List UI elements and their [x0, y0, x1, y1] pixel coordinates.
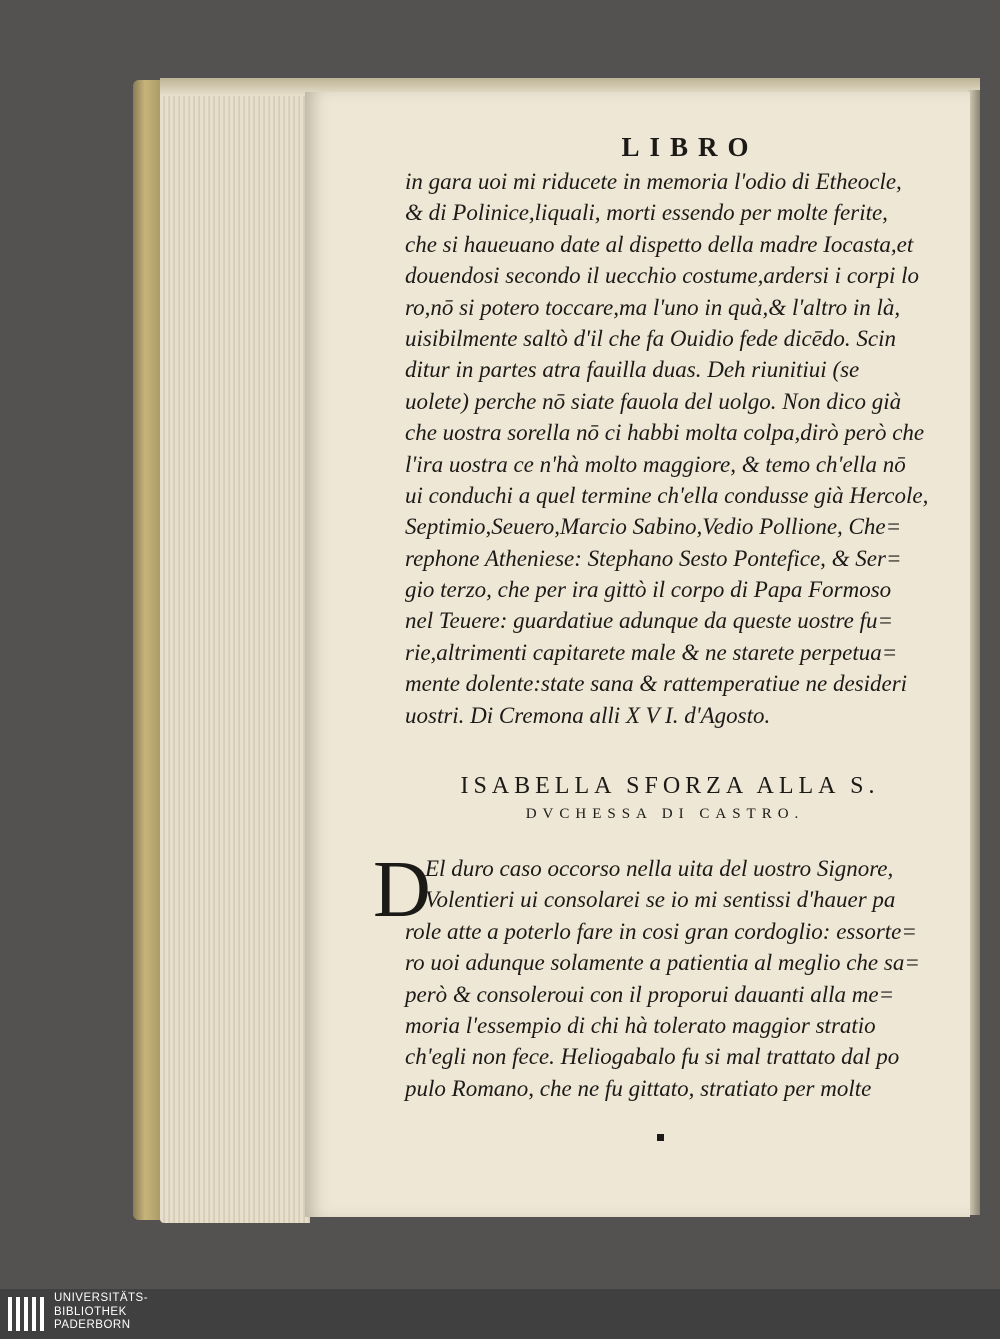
text-line: ui conduchi a quel termine ch'ella condusse già Hercole, [405, 482, 929, 508]
logo-line: BIBLIOTHEK [54, 1305, 127, 1318]
letter-heading: ISABELLA SFORZA ALLA S. [460, 773, 880, 800]
text-line: però & consoleroui con il proporui dauanti alla me= [405, 981, 895, 1007]
book-page [305, 92, 970, 1217]
text-line: ro uoi adunque solamente a patientia al meglio che sa= [405, 950, 920, 976]
letter-continuation [405, 166, 945, 731]
text-line: role atte a poterlo fare in cosi gran cordoglio: essorte= [405, 918, 917, 944]
logo-line: PADERBORN [54, 1319, 131, 1331]
library-footer-bar [0, 1289, 1000, 1339]
text-line: uostri. Di Cremona alli X V I. d'Agosto. [405, 702, 771, 728]
text-line: Volentieri ui consolarei se io mi sentissi d'hauer pa [425, 887, 896, 913]
text-line: El duro caso occorso nella uita del uostro Signore, [425, 856, 894, 882]
text-line: uisibilmente saltò d'il che fa Ouidio fede dicēdo. Scin [405, 325, 897, 351]
drop-cap-initial: D [373, 846, 431, 935]
letter-body [373, 846, 945, 1104]
text-line: rie,altrimenti capitarete male & ne starete perpetua= [405, 639, 898, 665]
text-line: pulo Romano, che ne fu gittato, stratiato per molte [405, 1075, 872, 1101]
text-line: che si haueuano date al dispetto della madre Iocasta,et [405, 231, 914, 257]
text-line: l'ira uostra ce n'hà molto maggiore, & temo ch'ella nō [405, 451, 906, 477]
text-line: & di Polinice,liquali, morti essendo per molte ferite, [405, 200, 888, 226]
letter-subheading: DVCHESSA DI CASTRO. [525, 806, 805, 823]
text-line: rephone Atheniese: Stephano Sesto Pontefice, & Ser= [405, 545, 902, 571]
text-line: moria l'essempio di chi hà tolerato maggior stratio [405, 1012, 876, 1038]
text-line: che uostra sorella nō ci habbi molta colpa,dirò però che [405, 420, 925, 446]
text-line: uolete) perche nō siate fauola del uolgo. Non dico già [405, 388, 902, 414]
book-spine [133, 80, 163, 1220]
text-line: nel Teuere: guardatiue adunque da queste uostre fu= [405, 608, 894, 634]
text-line: ch'egli non fece. Heliogabalo fu si mal trattato dal po [405, 1044, 900, 1070]
running-head: LIBRO [621, 132, 759, 162]
page-text-block [373, 132, 945, 1104]
text-line: mente dolente:state sana & rattemperatiue ne desideri [405, 671, 908, 697]
text-line: ro,nō si potero toccare,ma l'uno in quà,& l'altro in là, [405, 294, 901, 320]
logo-line: UNIVERSITÄTS- [54, 1292, 149, 1304]
text-line: gio terzo, che per ira gittò il corpo di Papa Formoso [405, 577, 892, 603]
text-line: Septimio,Seuero,Marcio Sabino,Vedio Pollione, Che= [405, 514, 902, 540]
library-logo-text [54, 1292, 148, 1333]
library-logo-icon [8, 1293, 50, 1335]
text-line: in gara uoi mi riducete in memoria l'odio di Etheocle, [405, 169, 902, 194]
text-line: ditur in partes atra fauilla duas. Deh riunitiui (se [405, 357, 860, 383]
signature-mark [657, 1134, 664, 1141]
text-line: douendosi secondo il uecchio costume,ardersi i corpi lo [405, 263, 920, 289]
page-stack-edge [160, 78, 310, 1223]
